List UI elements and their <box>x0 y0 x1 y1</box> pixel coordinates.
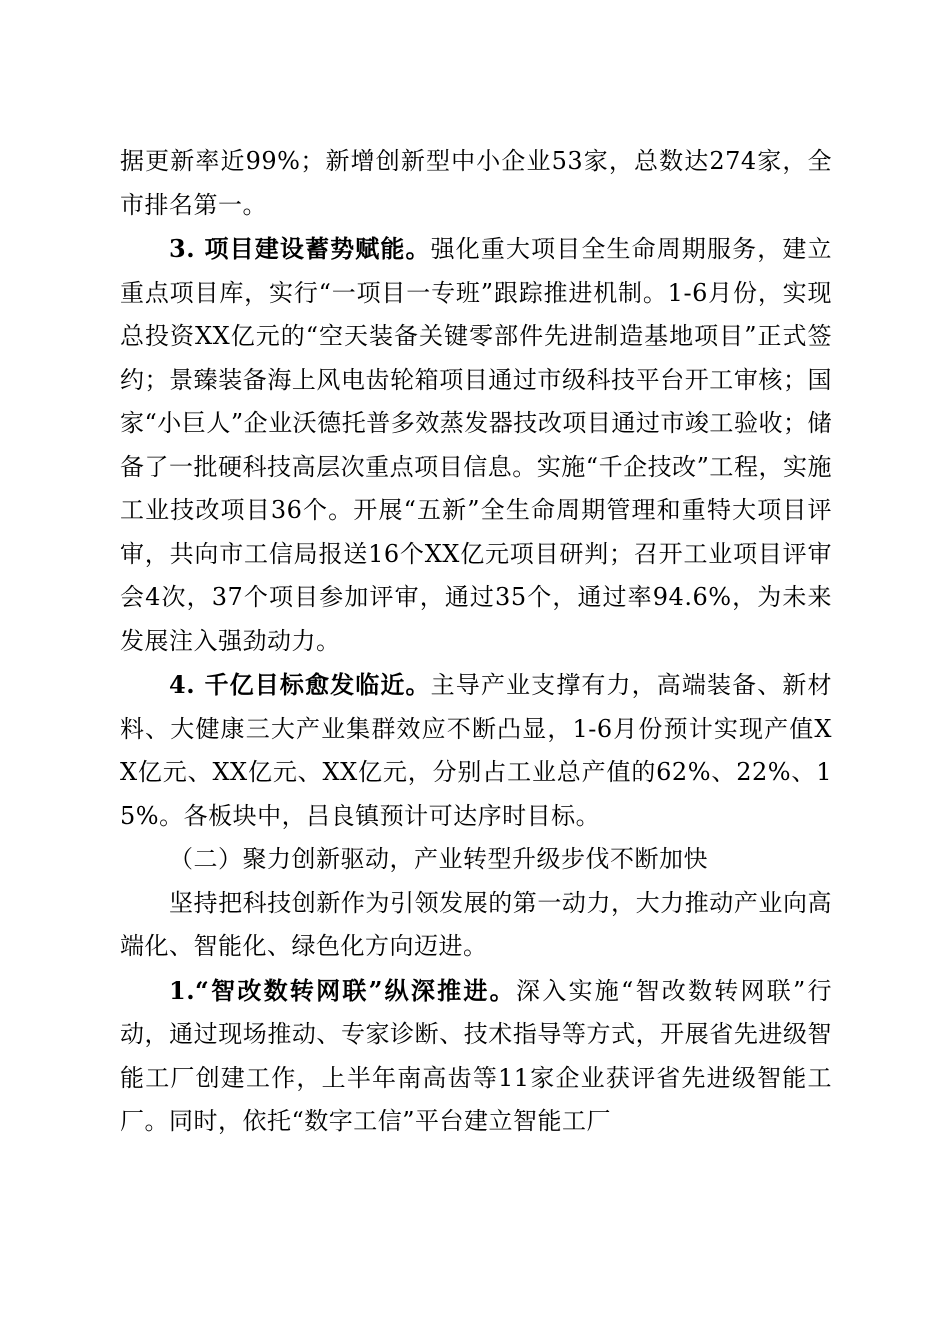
paragraph-project-construction <box>120 227 832 663</box>
paragraph-lead-heading: 3. 项目建设蓄势赋能。 <box>169 234 431 263</box>
paragraph-lead-heading: 1.“智改数转网联”纵深推进。 <box>169 975 516 1005</box>
paragraph-body-text: 深入实施“智改数转网联”行动，通过现场推动、专家诊断、技术指导等方式，开展省先进级智能工厂创建工作，上半年南高齿等11家企业获评省先进级智能工厂。同时，依托“数字工信”平台建立智能工厂 <box>120 976 832 1135</box>
paragraph-body-text: 主导产业支撑有力，高端装备、新材料、大健康三大产业集群效应不断凸显，1-6月份预计实现产值XX亿元、XX亿元、XX亿元，分别占工业总产值的62%、22%、15%。各板块中，吕良镇预计可达序时目标。 <box>120 671 833 830</box>
document-body <box>120 140 832 1144</box>
paragraph-section-intro: 坚持把科技创新作为引领发展的第一动力，大力推动产业向高端化、智能化、绿色化方向迈进。 <box>120 888 832 960</box>
paragraph-smart-transformation <box>120 969 832 1144</box>
paragraph-hundred-billion-target <box>120 663 832 838</box>
section-heading: （二）聚力创新驱动，产业转型升级步伐不断加快 <box>169 845 708 873</box>
paragraph-continuation: 据更新率近99%；新增创新型中小企业53家，总数达274家，全市排名第一。 <box>120 147 832 219</box>
paragraph-lead-heading: 4. 千亿目标愈发临近。 <box>169 670 431 699</box>
paragraph-body-text: 强化重大项目全生命周期服务，建立重点项目库，实行“一项目一专班”跟踪推进机制。1-6月份，实现总投资XX亿元的“空天装备关键零部件先进制造基地项目”正式签约；景臻装备海上风电齿轮箱项目通过市级科技平台开工审核；国家“小巨人”企业沃德托普多效蒸发器技改项目通过市竣工验收；储备了一批硬科技高层次重点项目信息。实施“千企技改”工程，实施工业技改项目36个。开展“五新”全生命周期管理和重特大项目评审，共向市工信局报送16个XX亿元项目研判；召开工业项目评审会4次，37个项目参加评审，通过35个，通过率94.6%，为未来发展注入强劲动力。 <box>120 235 833 655</box>
